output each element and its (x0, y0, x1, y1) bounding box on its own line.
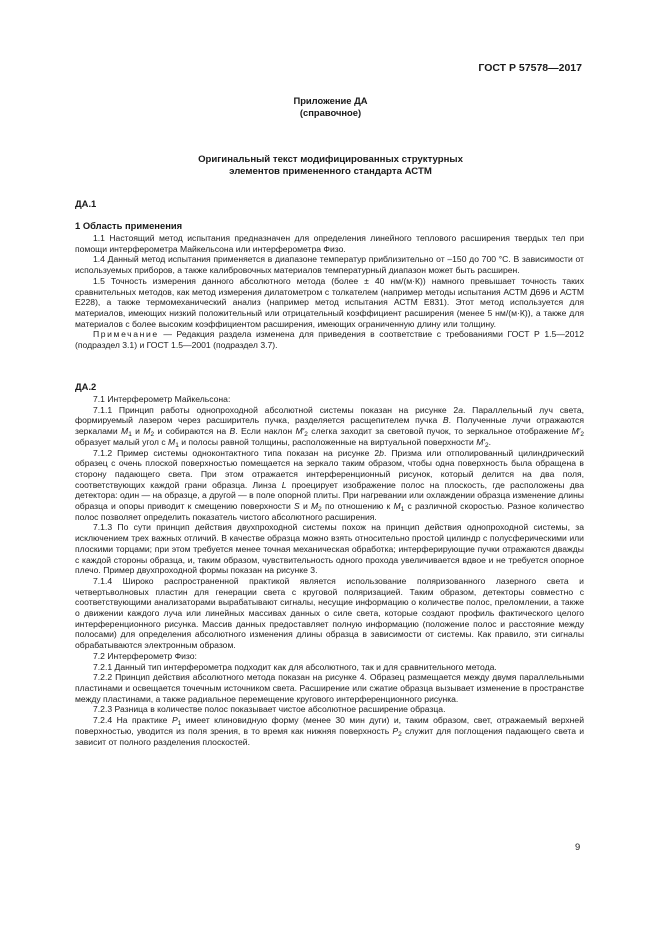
standard-number: ГОСТ Р 57578—2017 (478, 62, 582, 74)
section-heading-da2: ДА.2 (75, 381, 97, 392)
note-paragraph (75, 329, 584, 350)
document-title-line-1: Оригинальный текст модифицированных структурных (198, 154, 463, 165)
paragraph-7-1-1: 7.1.1 Принцип работы однопроходной абсолютной системы показан на рисунке 2a. Параллельный луч света, формируемый лазером через расширитель пучка, разделяется расщепителем пучка B. Полученные лучи отражаются зеркалами $M_1$ и $M_2$ и собираются на B. Если наклон $M'_2$ слегка заходит за световой пучок, то зеркальное отображение $M'_2$ образует малый угол с $M_1$ и полосы равной толщины, расположенные на виртуальной поверхности $M'_2$. (75, 404, 585, 449)
paragraph-7-2-4: 7.2.4 На практике $P_1$ имеет клиновидную форму (менее 30 мин дуги) и, таким образом, свет, отражаемый верхней поверхностью, уводится из поля зрения, в то время как нижняя поверхность $P_2$ служит для поглощения падающего света и зависит от полного разделения плоскостей. (75, 715, 585, 747)
paragraph-7-2-2: 7.2.2 Принцип действия абсолютного метода показан на рисунке 4. Образец размещается между двумя параллельными пластинами и освещается точечным источником света. Расширение или сжатие образца вызывает изменение в пространстве между пластинами, а также радиальное перемещение кругового интерференционного рисунка. (75, 672, 584, 704)
note-text: — Редакция раздела изменена для приведения в соответствие с требованиями ГОСТ Р 1.5—2012 (подраздел 3.1) и ГОСТ 1.5—2001 (подраздел 3.7). (75, 329, 584, 351)
paragraph-7-2-1: 7.2.1 Данный тип интерферометра подходит как для абсолютного, так и для сравнительного метода. (93, 661, 497, 672)
paragraph-1-5: 1.5 Точность измерения данного абсолютного метода (более ± 40 нм/(м·К)) намного превышает точность таких сравнительных методов, как метод измерения дилатометром с толкателем (например методы испытания АСТМ Д696 и АСТМ Е228), а также термомеханический анализ (например метод испытания АСТМ Е831). Этот метод используется для материалов, имеющих низкий положительный или отрицательный коэффициент расширения (менее 5 нм/(м·К)), а также для материалов с более высоким коэффициентом расширения, имеющих ограниченную длину или толщину. (75, 275, 584, 329)
appendix-label: Приложение ДА (293, 95, 368, 106)
note-label: Примечание (93, 329, 159, 340)
paragraph-7-1-4: 7.1.4 Широко распространенной практикой является использование поляризованного лазерного света и четвертьволновых пластин для генерации света с круговой поляризацией. Таким образом, детекторы совместно с соответствующими анализаторами вырабатывают сигналы, несущие информацию о количестве полос, преломлении, а также о движении каждого луча или линейных массивах данных о силе света, которые создают профиль фактического целого интерференционного рисунка. Массив данных предоставляет полную информацию (положение полос и расстояние между полосами) для определения абсолютного изменения длины образца в зависимости от системы. Как правило, эти сигналы обрабатываются электронным образом. (75, 575, 584, 651)
paragraph-7-1: 7.1 Интерферометр Майкельсона: (93, 394, 231, 404)
paragraph-1-4: 1.4 Данный метод испытания применяется в диапазоне температур приблизительно от –150 до 700 °С. В зависимости от используемых приборов, а также калибровочных материалов температурный диапазон может быть расширен. (75, 254, 584, 276)
subsection-heading-scope: 1 Область применения (75, 220, 183, 231)
section-heading-da1: ДА.1 (75, 198, 97, 209)
paragraph-7-1-3: 7.1.3 По сути принцип действия двухпроходной системы похож на принцип действия однопроходной системы, за исключением трех важных отличий. В качестве образца можно взять относительно простой цилиндр с полусферическими или плоскими торцами; при этом требуется менее точная механическая обработка; интерферирующие пучки отражаются дважды с каждой стороны образца, и, таким образом, чувствительность одного прохода увеличивается вдвое и не требуется опорное плечо. Пример двухпроходной формы показан на рисунке 3. (75, 522, 584, 576)
document-title-line-2: элементов примененного стандарта АСТМ (229, 166, 432, 177)
paragraph-7-2-3: 7.2.3 Разница в количестве полос показывает чистое абсолютное расширение образца. (93, 704, 446, 715)
paragraph-7-2: 7.2 Интерферометр Физо: (93, 650, 197, 661)
section-da2-body (75, 394, 584, 747)
paragraph-7-1-2: 7.1.2 Пример системы одноконтактного типа показан на рисунке 2b. Призма или отполированный цилиндрический образец с очень плоской поверхностью помещается на зеркало таким образом, чтобы одна поверхность была обращена в сторону падающего света. При этом отражается интерференционный рисунок, который делится на два поля, соответствующих каждой грани образца. Линза L проецирует изображение полос на плоскость, где расположены два детектора: один — на образце, а другой — в поле опорной плиты. При нагревании или охлаждении образца изменение длины образца и опоры приводит к смещению поверхности S и $M_2$ по отношению к $M_1$ с различной скоростью. Разное количество полос позволяет определить показатель чистого абсолютного расширения. (75, 447, 584, 522)
appendix-note: (справочное) (299, 107, 362, 118)
page-number: 9 (575, 841, 581, 852)
paragraph-1-1: 1.1 Настоящий метод испытания предназначен для определения линейного теплового расширения твердых тел при помощи интерферометра Майкельсона или интерферометра Физо. (75, 233, 584, 254)
section-da1-body (75, 233, 584, 351)
